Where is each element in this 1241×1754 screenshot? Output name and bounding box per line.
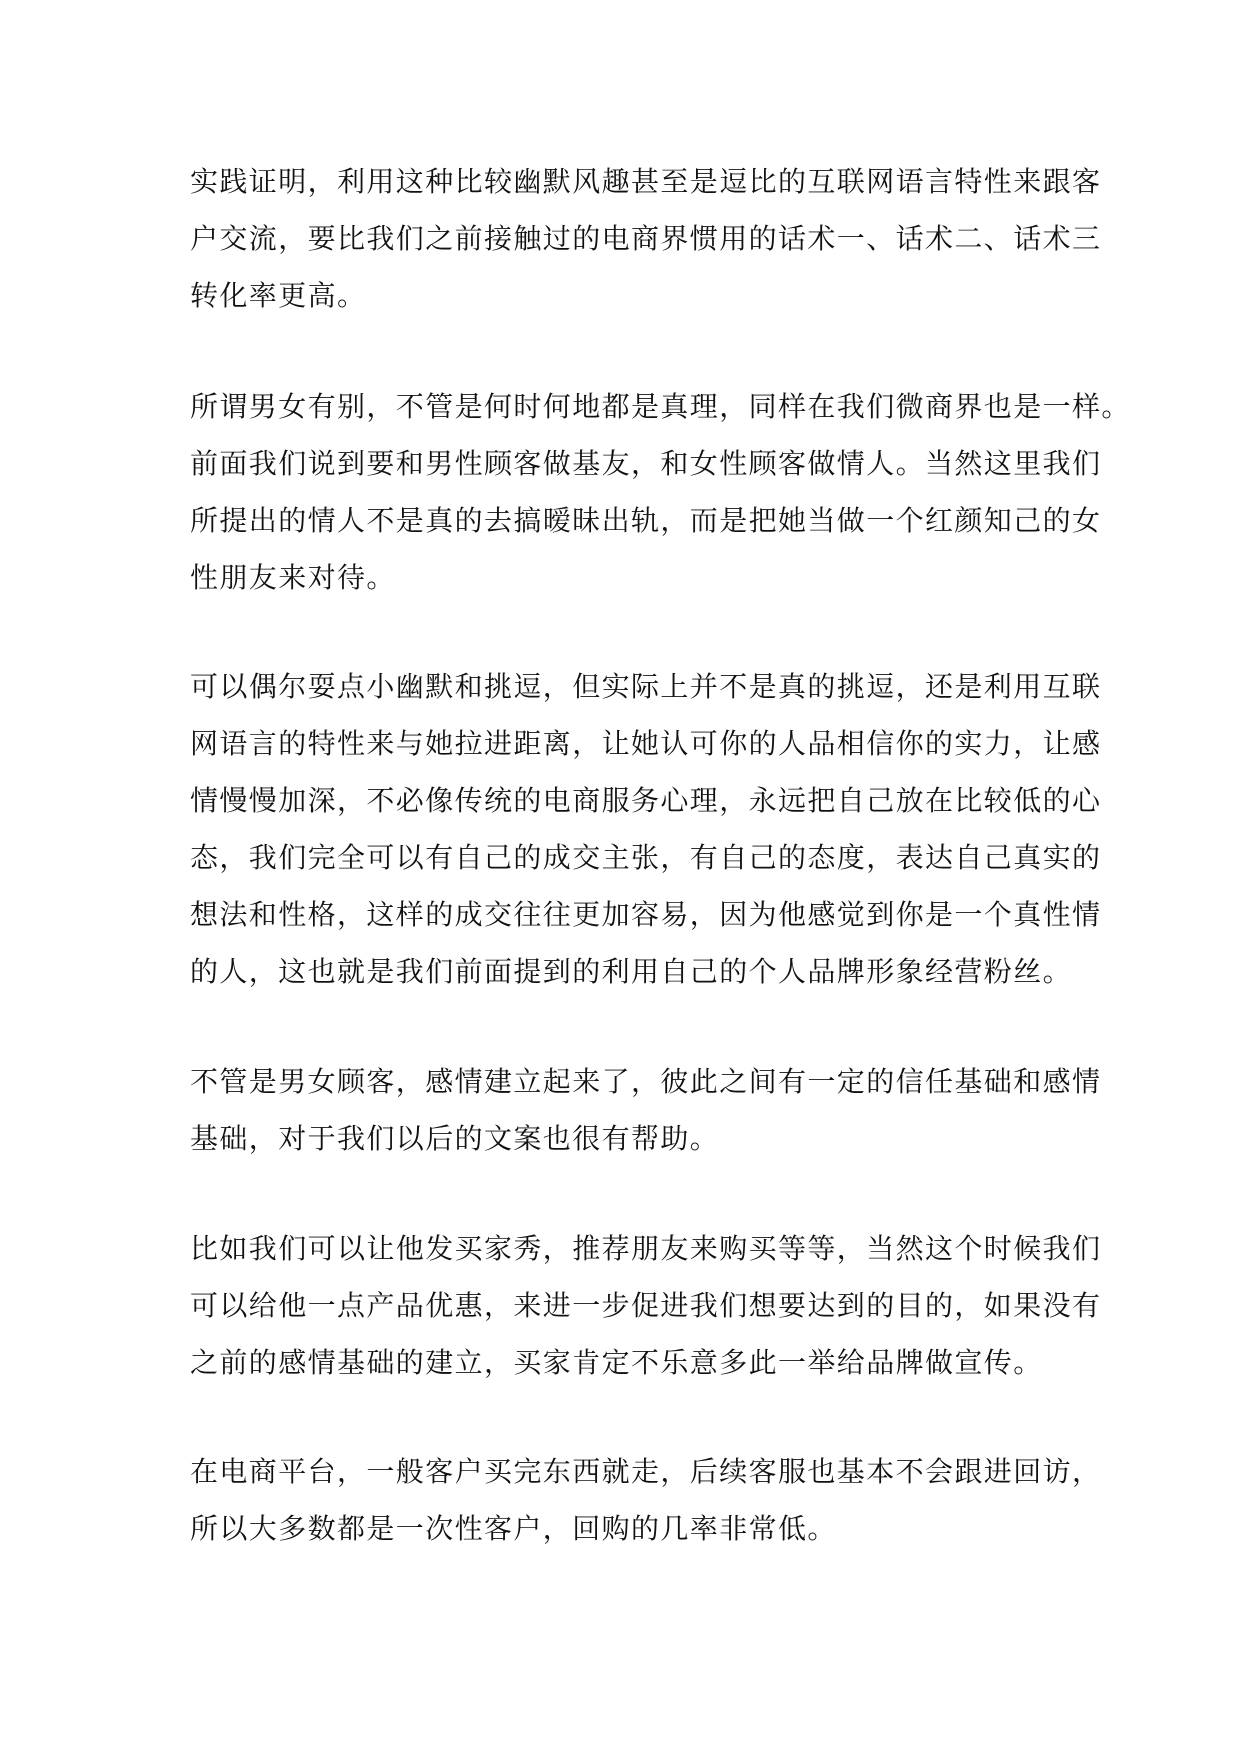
paragraph-line: 网语言的特性来与她拉进距离，让她认可你的人品相信你的实力，让感 — [190, 727, 1102, 760]
paragraph-line: 态，我们完全可以有自己的成交主张，有自己的态度，表达自己真实的 — [190, 841, 1102, 874]
paragraph-line: 比如我们可以让他发买家秀，推荐朋友来购买等等，当然这个时候我们 — [190, 1232, 1102, 1265]
paragraph-line: 前面我们说到要和男性顾客做基友，和女性顾客做情人。当然这里我们 — [190, 447, 1102, 480]
paragraph-line: 之前的感情基础的建立，买家肯定不乐意多此一举给品牌做宣传。 — [190, 1346, 1043, 1379]
paragraph-line: 户交流，要比我们之前接触过的电商界惯用的话术一、话术二、话术三 — [190, 222, 1102, 255]
paragraph-line: 所提出的情人不是真的去搞暧昧出轨，而是把她当做一个红颜知己的女 — [190, 504, 1102, 537]
paragraph-line: 实践证明，利用这种比较幽默风趣甚至是逗比的互联网语言特性来跟客 — [190, 165, 1102, 198]
paragraph-line: 可以给他一点产品优惠，来进一步促进我们想要达到的目的，如果没有 — [190, 1289, 1102, 1322]
paragraph-line: 基础，对于我们以后的文案也很有帮助。 — [190, 1122, 720, 1155]
paragraph-line: 想法和性格，这样的成交往往更加容易，因为他感觉到你是一个真性情 — [190, 898, 1102, 931]
paragraph-line: 转化率更高。 — [190, 279, 367, 312]
paragraph-line: 的人，这也就是我们前面提到的利用自己的个人品牌形象经营粉丝。 — [190, 955, 1073, 988]
paragraph-line: 在电商平台，一般客户买完东西就走，后续客服也基本不会跟进回访， — [190, 1455, 1102, 1488]
paragraph-line: 性朋友来对待。 — [190, 561, 396, 594]
paragraph-line: 所谓男女有别，不管是何时何地都是真理，同样在我们微商界也是一样。 — [190, 390, 1131, 423]
paragraph-line: 可以偶尔耍点小幽默和挑逗，但实际上并不是真的挑逗，还是利用互联 — [190, 670, 1102, 703]
paragraph-line: 情慢慢加深，不必像传统的电商服务心理，永远把自己放在比较低的心 — [190, 784, 1102, 817]
paragraph-line: 不管是男女顾客，感情建立起来了，彼此之间有一定的信任基础和感情 — [190, 1065, 1102, 1098]
paragraph-line: 所以大多数都是一次性客户，回购的几率非常低。 — [190, 1512, 837, 1545]
